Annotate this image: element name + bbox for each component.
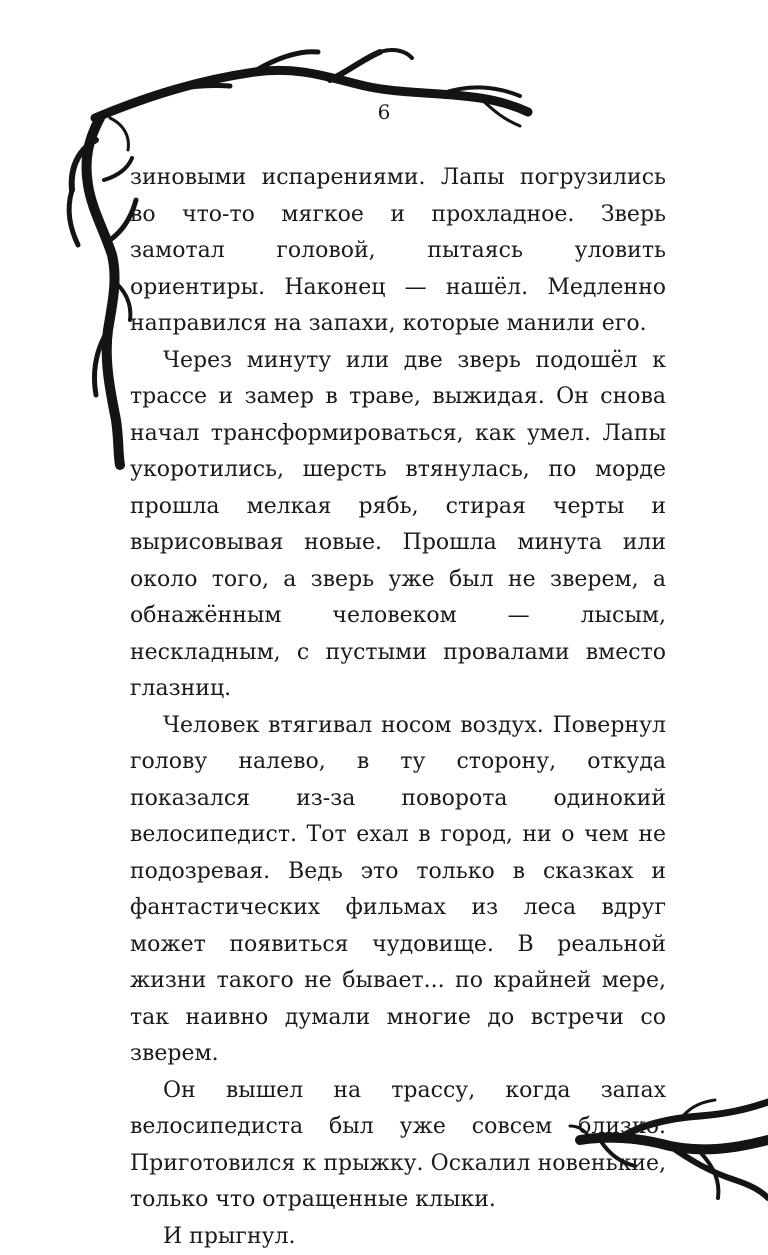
paragraph: Он вышел на трассу, когда запах велосипедиста был уже совсем близко. Приготовился к прыжку. Оскалил новенькие, только что отращенные клыки. xyxy=(130,1073,666,1219)
paragraph: Человек втягивал носом воздух. Повернул голову налево, в ту сторону, откуда показался из-за поворота одинокий велосипедист. Тот ехал в город, ни о чем не подозревая. Ведь это только в сказках и фантастических фильмах из леса вдруг может появиться чудовище. В реальной жизни такого не бывает... по крайней мере, так наивно думали многие до встречи со зверем. xyxy=(130,708,666,1073)
page-number: 6 xyxy=(0,100,768,124)
paragraph: И прыгнул. xyxy=(130,1219,666,1255)
paragraph: Через минуту или две зверь подошёл к трассе и замер в траве, выжидая. Он снова начал трансформироваться, как умел. Лапы укоротились, шерсть втянулась, по морде прошла мелкая рябь, стирая черты и вырисовывая новые. Прошла минута или около того, а зверь уже был не зверем, а обнажённым человеком — лысым, нескладным, с пустыми провалами вместо глазниц. xyxy=(130,343,666,708)
body-text xyxy=(130,160,666,1255)
paragraph: зиновыми испарениями. Лапы погрузились во что-то мягкое и прохладное. Зверь замотал головой, пытаясь уловить ориентиры. Наконец — нашёл. Медленно направился на запахи, которые манили его. xyxy=(130,160,666,343)
